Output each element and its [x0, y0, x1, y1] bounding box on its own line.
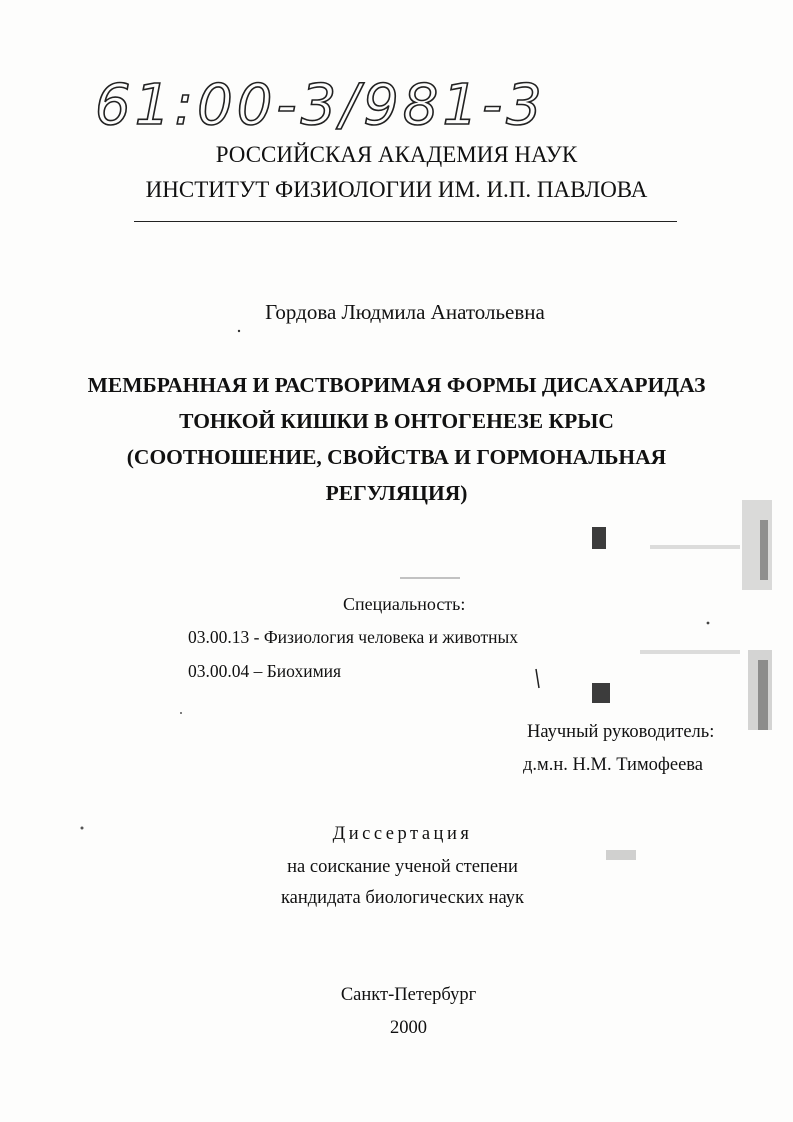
dissertation-degree-line: на соискание ученой степени: [287, 857, 518, 877]
author-name: Гордова Людмила Анатольевна: [265, 300, 545, 324]
dissertation-field-line: кандидата биологических наук: [280, 888, 525, 908]
scan-dot: [180, 712, 182, 714]
scan-blot: [592, 683, 610, 703]
handwritten-code-text: 61:00-3/981-3: [95, 73, 546, 138]
scan-noise: [640, 650, 740, 654]
scan-mark: [536, 669, 539, 688]
academy-name: РОССИЙСКАЯ АКАДЕМИЯ НАУК: [215, 142, 578, 167]
scan-noise: [742, 500, 772, 590]
institute-name: ИНСТИТУТ ФИЗИОЛОГИИ ИМ. И.П. ПАВЛОВА: [145, 177, 648, 202]
scan-noise: [650, 545, 740, 549]
thesis-title-line-3: (СООТНОШЕНИЕ, СВОЙСТВА И ГОРМОНАЛЬНАЯ: [126, 445, 667, 469]
dissertation-heading: Диссертация: [332, 824, 473, 844]
scan-noise: [758, 660, 768, 730]
thesis-title-line-2: ТОНКОЙ КИШКИ В ОНТОГЕНЕЗЕ КРЫС: [179, 409, 614, 433]
header-divider: [134, 221, 677, 222]
advisor-name: д.м.н. Н.М. Тимофеева: [523, 755, 704, 775]
specialty-item: 03.00.13 - Физиология человека и животных: [188, 627, 519, 647]
scan-noise: [748, 650, 772, 730]
scan-blot: [592, 527, 606, 549]
specialty-label: Специальность:: [343, 594, 466, 614]
thesis-title-line-1: МЕМБРАННАЯ И РАСТВОРИМАЯ ФОРМЫ ДИСАХАРИДАЗ: [87, 373, 706, 397]
city: Санкт-Петербург: [340, 985, 477, 1005]
year: 2000: [390, 1018, 427, 1038]
scan-dot: [238, 330, 240, 332]
specialty-item: 03.00.04 – Биохимия: [188, 661, 342, 681]
scan-dot: [707, 622, 710, 625]
advisor-label: Научный руководитель:: [527, 722, 715, 742]
handwritten-code-image: [95, 62, 555, 142]
handwritten-archive-code: [95, 62, 555, 142]
scan-noise: [400, 577, 460, 579]
scan-noise: [760, 520, 768, 580]
thesis-title-line-4: РЕГУЛЯЦИЯ): [325, 481, 468, 505]
